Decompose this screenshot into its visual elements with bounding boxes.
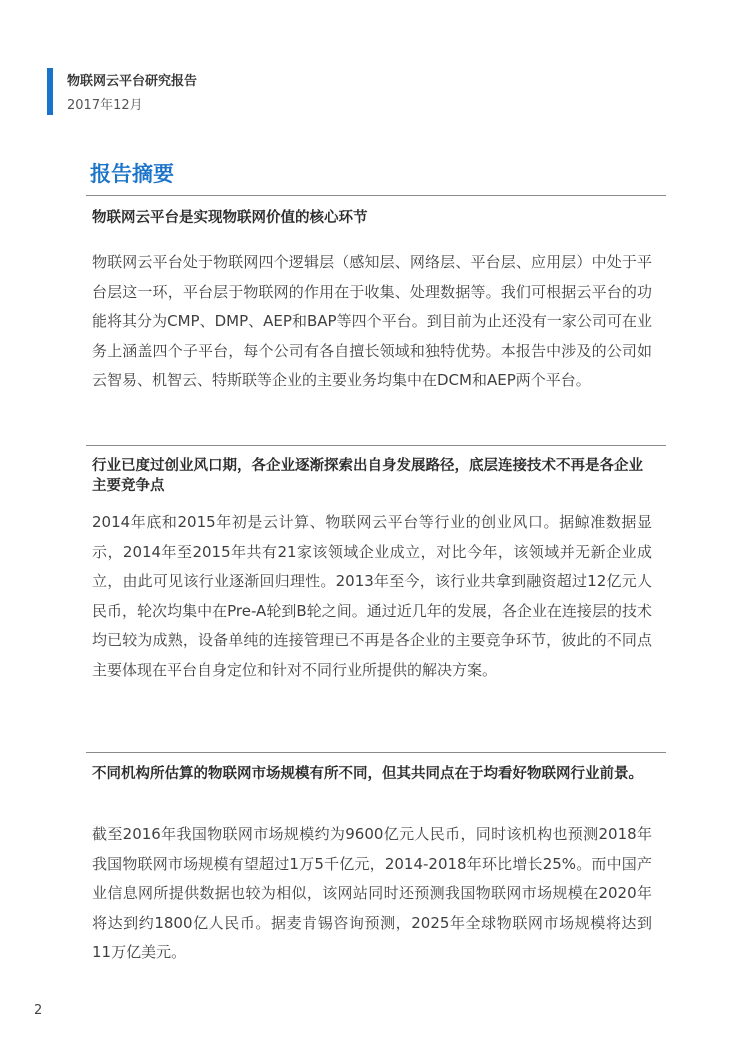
section-heading-1: 物联网云平台是实现物联网价值的核心环节: [92, 210, 368, 226]
header-accent-bar: [47, 68, 53, 115]
section-divider: [86, 445, 666, 446]
page-number: 2: [34, 1003, 43, 1018]
report-date: 2017年12月: [67, 98, 143, 113]
section-heading-3: 不同机构所估算的物联网市场规模有所不同，但其共同点在于均看好物联网行业前景。: [92, 766, 643, 782]
section-body-2: 2014年底和2015年初是云计算、物联网云平台等行业的创业风口。据鲸准数据显示，2014年至2015年共有21家该领域企业成立，对比今年，该领域并无新企业成立，由此可见该行业逐渐回归理性。2013年至今，该行业共拿到融资超过12亿元人民币，轮次均集中在Pre-A轮到B轮之间。通过近几年的发展，各企业在连接层的技术均已较为成熟，设备单纯的连接管理已不再是各企业的主要竞争环节，彼此的不同点主要体现在平台自身定位和针对不同行业所提供的解决方案。: [92, 513, 652, 679]
section-body-1: 物联网云平台处于物联网四个逻辑层（感知层、网络层、平台层、应用层）中处于平台层这一环，平台层于物联网的作用在于收集、处理数据等。我们可根据云平台的功能将其分为CMP、DMP、AEP和BAP等四个平台。到目前为止还没有一家公司可在业务上涵盖四个子平台，每个公司有各自擅长领域和独特优势。本报告中涉及的公司如云智易、机智云、特斯联等企业的主要业务均集中在DCM和AEP两个平台。: [92, 253, 652, 389]
section-heading-2: 行业已度过创业风口期，各企业逐渐探索出自身发展路径，底层连接技术不再是各企业主要竞争点: [92, 458, 643, 494]
section-divider: [86, 195, 666, 196]
summary-title: 报告摘要: [90, 162, 174, 186]
report-title: 物联网云平台研究报告: [67, 74, 198, 89]
section-body-3: 截至2016年我国物联网市场规模约为9600亿元人民币，同时该机构也预测2018年我国物联网市场规模有望超过1万5千亿元，2014-2018年环比增长25%。而中国产业信息网所提供数据也较为相似，该网站同时还预测我国物联网市场规模在2020年将达到约1800亿人民币。据麦肯锡咨询预测，2025年全球物联网市场规模将达到11万亿美元。: [92, 825, 652, 961]
section-divider: [86, 752, 666, 753]
